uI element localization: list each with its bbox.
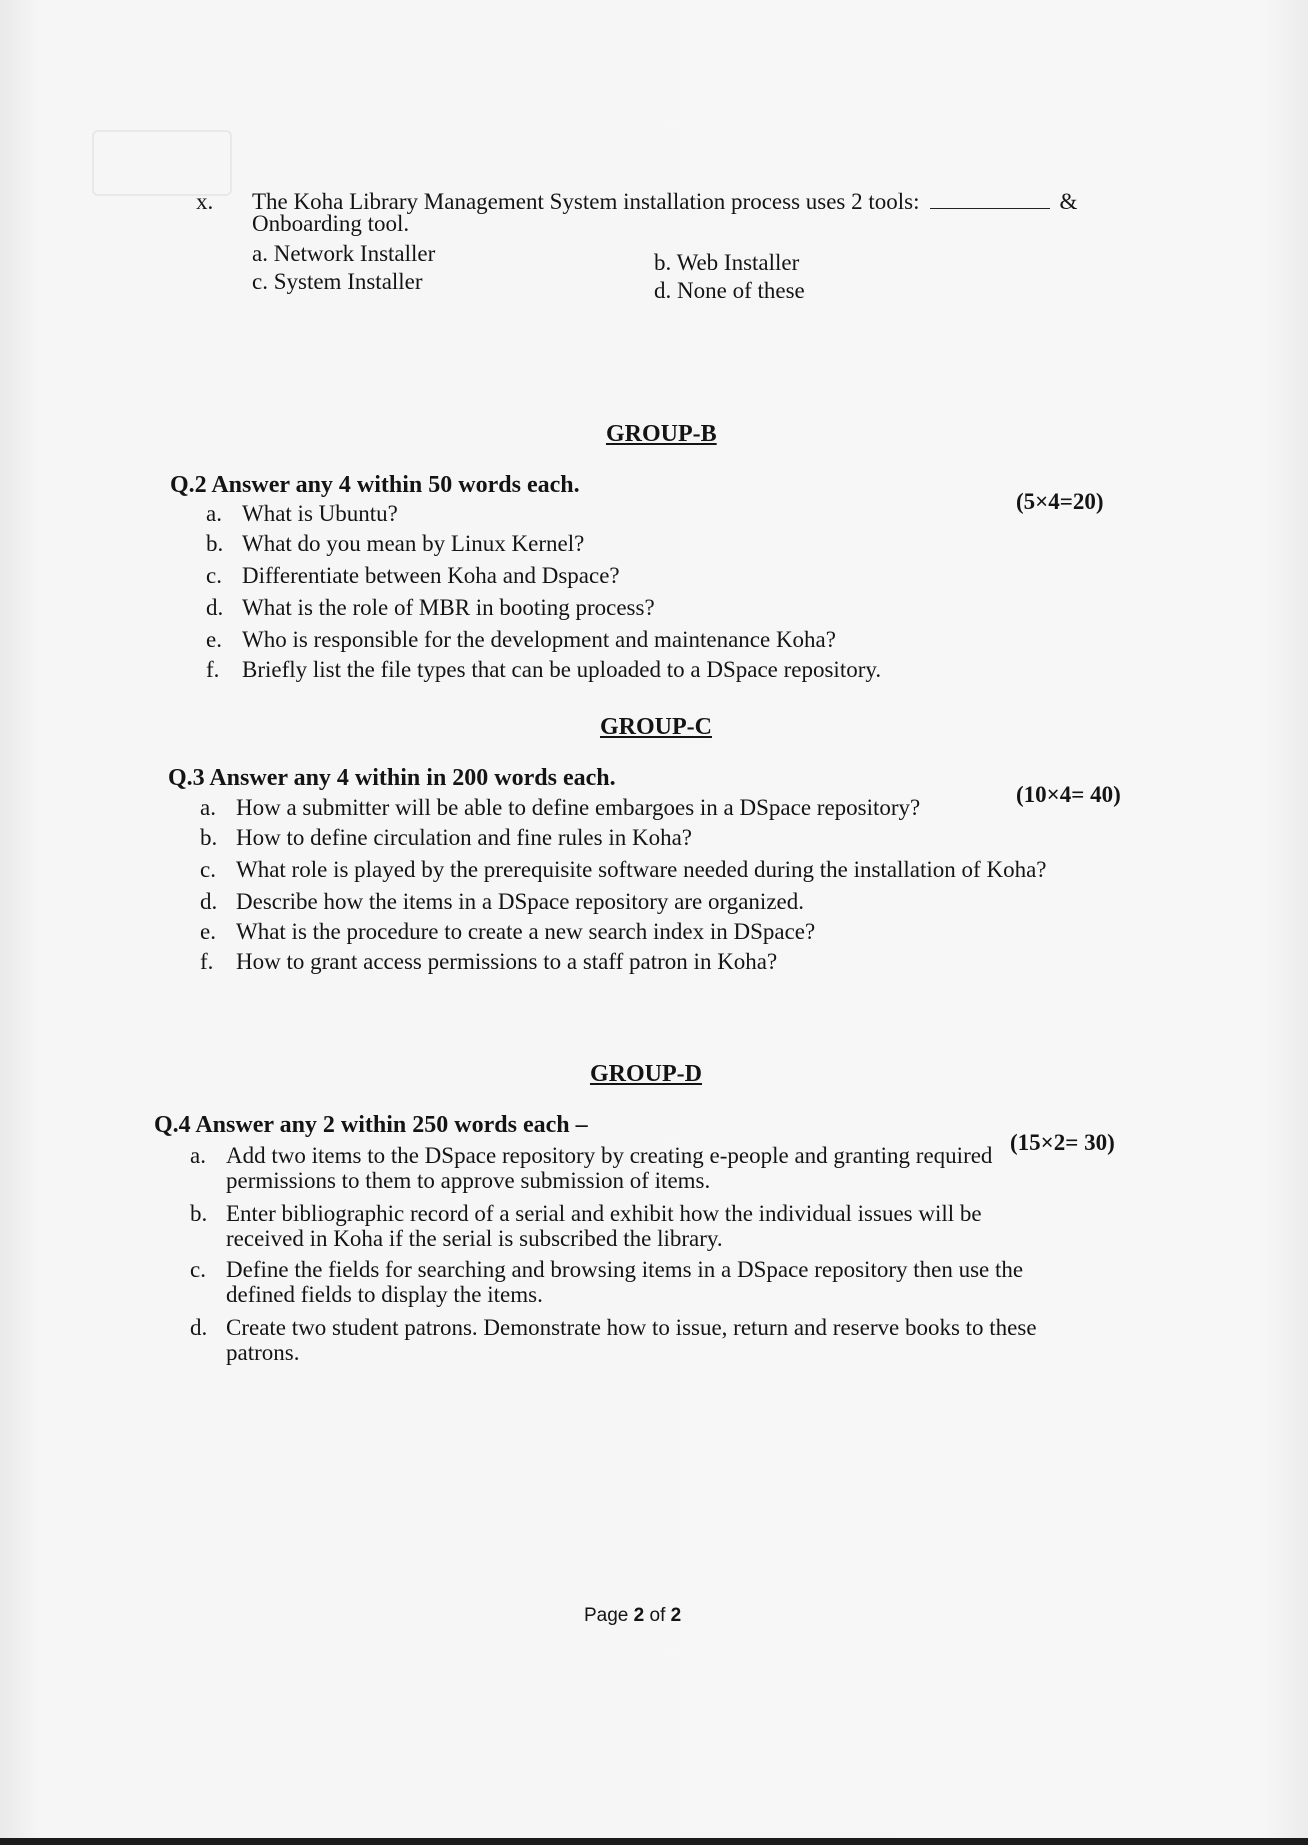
faded-stamp [92, 130, 232, 196]
item-label: e. [200, 919, 216, 944]
group-b-item [206, 656, 881, 683]
item-text: What is the role of MBR in booting process? [242, 595, 655, 620]
page-number [584, 1605, 681, 1627]
group-b-item [206, 626, 836, 653]
item-label: d. [190, 1315, 208, 1340]
group-b-marks: (5×4=20) [1016, 489, 1104, 514]
group-c-item [200, 824, 692, 851]
group-d-item [190, 1142, 992, 1194]
item-text: Differentiate between Koha and Dspace? [242, 563, 620, 588]
page-prefix: Page [584, 1605, 634, 1626]
item-text: How to grant access permissions to a staff patron in Koha? [236, 949, 778, 974]
item-text: Briefly list the file types that can be uploaded to a DSpace repository. [242, 657, 882, 682]
group-d-item [190, 1256, 1023, 1308]
item-text-line2: permissions to them to approve submission of items. [226, 1168, 711, 1193]
item-label: f. [200, 949, 214, 974]
item-label: c. [200, 857, 216, 882]
group-d-heading: GROUP-D [590, 1061, 702, 1087]
item-label: c. [190, 1257, 206, 1282]
scan-bottom-edge [0, 1838, 1308, 1845]
item-text: Describe how the items in a DSpace repository are organized. [236, 889, 804, 914]
group-c-question-title: Q.3 Answer any 4 within in 200 words each. [168, 765, 616, 791]
group-d-question-title: Q.4 Answer any 2 within 250 words each – [154, 1112, 588, 1138]
item-text-line2: defined fields to display the items. [226, 1282, 543, 1307]
group-b-item [206, 562, 620, 589]
group-c-item [200, 948, 777, 975]
item-label: a. [200, 795, 216, 820]
group-b-item [206, 500, 398, 527]
option-d: d. None of these [654, 278, 805, 303]
question-x-number: x. [196, 189, 214, 214]
group-c-item [200, 918, 815, 945]
item-label: c. [206, 563, 222, 588]
group-d-marks: (15×2= 30) [1010, 1130, 1115, 1155]
group-d-item [190, 1200, 982, 1252]
option-b: b. Web Installer [654, 250, 800, 275]
question-x-line2: Onboarding tool. [252, 211, 410, 236]
item-text-line1: Define the fields for searching and browsing items in a DSpace repository then use the [226, 1257, 1024, 1282]
item-text-line2: received in Koha if the serial is subscribed the library. [226, 1226, 723, 1251]
item-label: b. [206, 531, 224, 556]
item-text-line2: patrons. [226, 1340, 300, 1365]
item-text-line1: Create two student patrons. Demonstrate how to issue, return and reserve books to these [226, 1315, 1037, 1340]
item-text: What do you mean by Linux Kernel? [242, 531, 585, 556]
ampersand: & [1059, 189, 1078, 214]
page-total: 2 [670, 1605, 682, 1626]
item-text-line1: Enter bibliographic record of a serial and exhibit how the individual issues will be [226, 1201, 982, 1226]
group-b-heading: GROUP-B [606, 421, 717, 447]
group-c-item [200, 794, 920, 821]
item-text-line1: Add two items to the DSpace repository by creating e-people and granting required [226, 1143, 993, 1168]
group-c-item [200, 888, 804, 915]
page-current: 2 [633, 1605, 645, 1626]
group-b-question-title: Q.2 Answer any 4 within 50 words each. [170, 472, 580, 498]
item-label: b. [190, 1201, 208, 1226]
option-c: c. System Installer [252, 269, 423, 294]
item-label: e. [206, 627, 222, 652]
option-a: a. Network Installer [252, 241, 436, 266]
item-text: How to define circulation and fine rules in Koha? [236, 825, 693, 850]
item-label: d. [200, 889, 218, 914]
item-label: d. [206, 595, 224, 620]
question-x-text: The Koha Library Management System installation process uses 2 tools: [252, 189, 920, 214]
page-middle: of [644, 1605, 671, 1626]
item-text: How a submitter will be able to define embargoes in a DSpace repository? [236, 795, 921, 820]
item-text: What is the procedure to create a new search index in DSpace? [236, 919, 816, 944]
item-label: a. [206, 501, 222, 526]
group-d-item [190, 1314, 1037, 1366]
item-text: What is Ubuntu? [242, 501, 398, 526]
item-text: What role is played by the prerequisite software needed during the installation of Koha? [236, 857, 1047, 882]
group-b-item [206, 530, 584, 557]
item-label: f. [206, 657, 220, 682]
group-c-item [200, 856, 1046, 883]
group-c-marks: (10×4= 40) [1016, 782, 1121, 807]
group-b-item [206, 594, 655, 621]
item-label: b. [200, 825, 218, 850]
answer-blank [930, 190, 1050, 209]
item-text: Who is responsible for the development and maintenance Koha? [242, 627, 836, 652]
group-c-heading: GROUP-C [600, 714, 712, 740]
item-label: a. [190, 1143, 206, 1168]
